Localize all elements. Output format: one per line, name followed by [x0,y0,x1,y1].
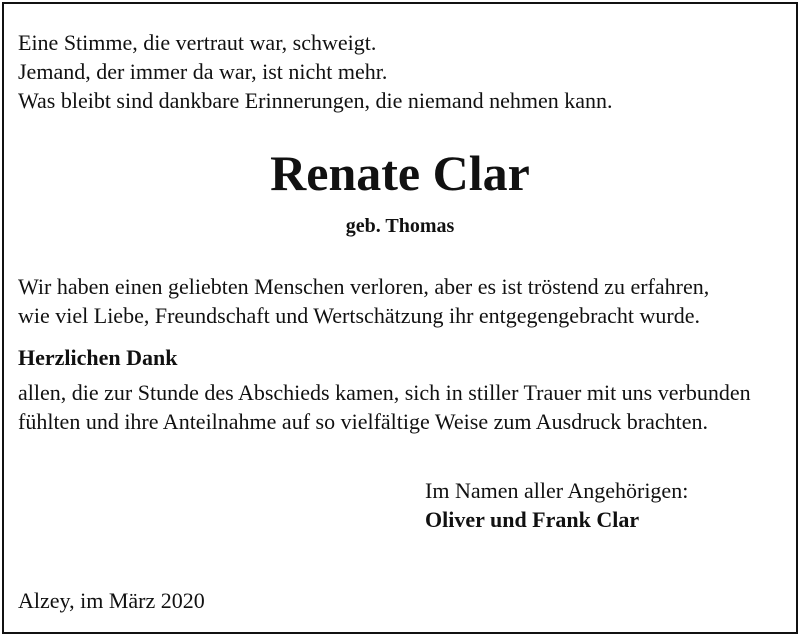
poem-line-2: Jemand, der immer da war, ist nicht mehr. [18,59,388,84]
thanks-line-2: fühlten und ihre Anteilnahme auf so vielfältige Weise zum Ausdruck brachten. [18,409,709,434]
poem-line-3: Was bleibt sind dankbare Erinnerungen, die niemand nehmen kann. [18,88,613,113]
message-line-2: wie viel Liebe, Freundschaft und Wertschätzung ihr entgegengebracht wurde. [18,303,701,328]
signature-intro: Im Namen aller Angehörigen: [425,478,689,503]
signature-names: Oliver und Frank Clar [425,507,640,532]
message-line-1: Wir haben einen geliebten Menschen verloren, aber es ist tröstend zu erfahren, [18,274,710,299]
maiden-name: geb. Thomas [345,215,455,237]
thanks-line-1: allen, die zur Stunde des Abschieds kamen, sich in stiller Trauer mit uns verbunden [18,380,751,405]
thanks-heading: Herzlichen Dank [18,345,178,370]
deceased-name: Renate Clar [270,145,530,201]
place-date: Alzey, im März 2020 [18,588,205,613]
poem-line-1: Eine Stimme, die vertraut war, schweigt. [18,30,377,55]
